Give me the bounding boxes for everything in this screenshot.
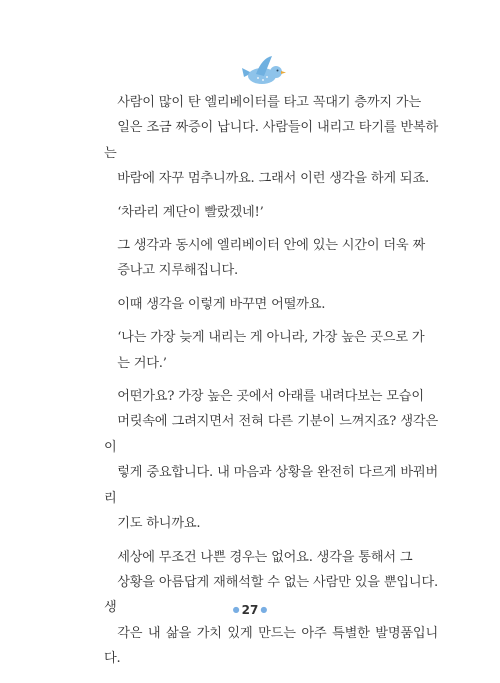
text-line: 세상에 무조건 나쁜 경우는 없어요. 생각을 통해서 그	[117, 549, 413, 565]
bird-icon	[238, 54, 292, 90]
text-line: 그 생각과 동시에 엘리베이터 안에 있는 시간이 더욱 짜	[117, 238, 425, 254]
quote-paragraph	[104, 200, 438, 225]
paragraph	[104, 292, 438, 317]
text-line: 머릿속에 그려지면서 전혀 다른 기분이 느껴지죠? 생각은 이	[104, 414, 438, 455]
paragraph	[104, 90, 438, 192]
text-line: 이때 생각을 이렇게 바꾸면 어떨까요.	[117, 296, 326, 312]
text-line: 일은 조금 짜증이 납니다. 사람들이 내리고 타기를 반복하는	[104, 120, 438, 161]
page-number	[0, 603, 500, 617]
text-line: 는 거다.’	[117, 355, 167, 371]
paragraph	[104, 384, 438, 536]
folio-dot-icon: ●	[260, 605, 268, 614]
text-line: 사람이 많이 탄 엘리베이터를 타고 꼭대기 층까지 가는	[117, 95, 421, 110]
text-line: 바람에 자꾸 멈추니까요. 그래서 이런 생각을 하게 되죠.	[117, 171, 429, 187]
body-text	[104, 90, 438, 680]
quote-paragraph	[104, 325, 438, 376]
text-line: 각은 내 삶을 가치 있게 만드는 아주 특별한 발명품입니다.	[104, 625, 438, 667]
page-number-text: 27	[241, 603, 259, 617]
paragraph	[104, 233, 438, 284]
text-line: 기도 하니까요.	[117, 516, 201, 532]
text-line: 증나고 지루해집니다.	[117, 263, 239, 279]
text-line: 어떤가요? 가장 높은 곳에서 아래를 내려다보는 모습이	[117, 389, 424, 405]
text-line: 상황을 아름답게 재해석할 수 없는 사람만 있을 뿐입니다. 생	[104, 574, 438, 616]
text-line: ‘차라리 계단이 빨랐겠네!’	[117, 204, 264, 220]
text-line: 렇게 중요합니다. 내 마음과 상황을 완전히 다르게 바꿔버리	[104, 465, 438, 506]
text-line: ‘나는 가장 늦게 내리는 게 아니라, 가장 높은 곳으로 가	[117, 330, 425, 346]
folio-dot-icon: ●	[232, 605, 240, 614]
